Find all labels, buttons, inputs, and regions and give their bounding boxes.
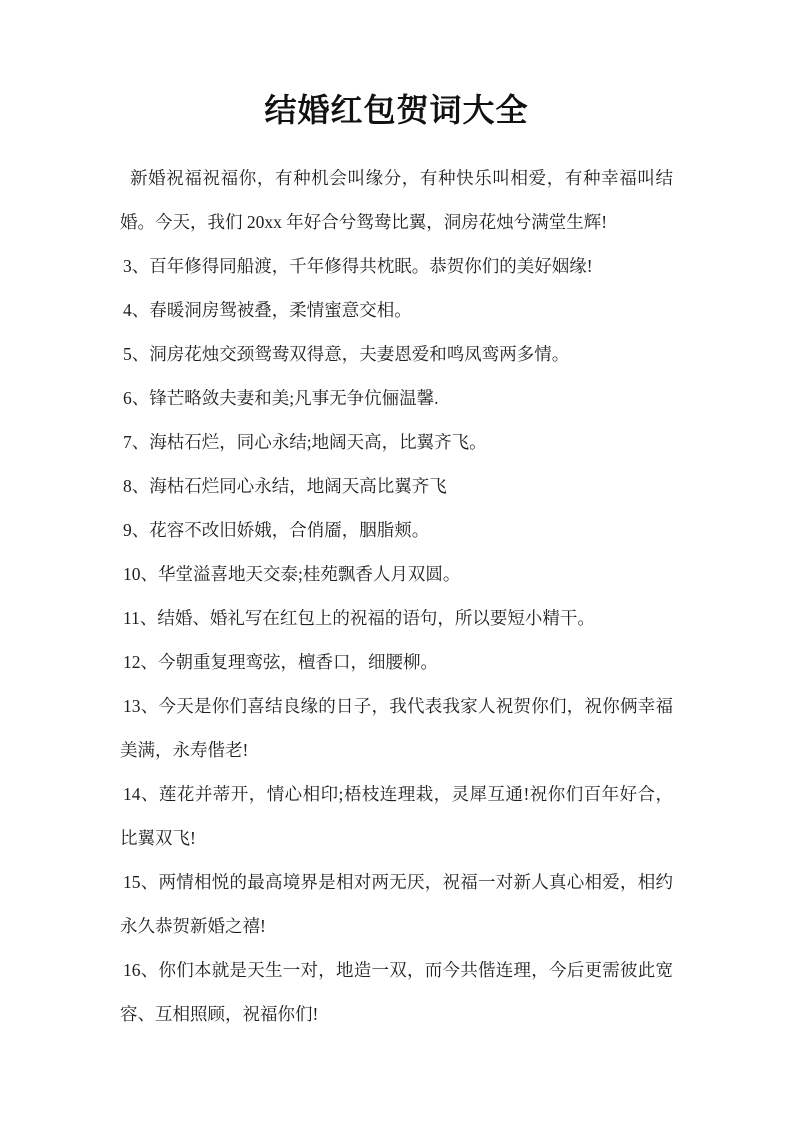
page-title: 结婚红包贺词大全 <box>264 92 529 128</box>
list-item-12: 12、今朝重复理鸾弦，檀香口，细腰柳。 <box>123 652 438 672</box>
list-item-10: 10、华堂溢喜地天交泰;桂苑飘香人月双圆。 <box>123 564 461 584</box>
list-item-9: 9、花容不改旧娇娥，合俏靥，胭脂颊。 <box>123 520 430 540</box>
intro-paragraph: 新婚祝福祝福你，有种机会叫缘分，有种快乐叫相爱，有种幸福叫结婚。今天，我们 20xx 年好合兮鸳鸯比翼，洞房花烛兮满堂生辉! <box>120 168 673 232</box>
list-item-5: 5、洞房花烛交颈鸳鸯双得意，夫妻恩爱和鸣凤鸾两多情。 <box>123 344 570 364</box>
list-item-6: 6、锋芒略敛夫妻和美;凡事无争伉俪温馨. <box>123 388 439 408</box>
list-item-11: 11、结婚、婚礼写在红包上的祝福的语句，所以要短小精干。 <box>123 608 595 628</box>
list-item-7: 7、海枯石烂，同心永结;地阔天高，比翼齐飞。 <box>123 432 487 452</box>
list-item-13: 13、今天是你们喜结良缘的日子，我代表我家人祝贺你们，祝你俩幸福美满，永寿偕老! <box>120 696 673 760</box>
list-item-15: 15、两情相悦的最高境界是相对两无厌，祝福一对新人真心相爱，相约永久恭贺新婚之禧! <box>120 872 673 936</box>
list-item-14: 14、莲花并蒂开，情心相印;梧枝连理栽，灵犀互通!祝你们百年好合，比翼双飞! <box>120 784 673 848</box>
list-item-3: 3、百年修得同船渡，千年修得共枕眠。恭贺你们的美好姻缘! <box>123 256 593 276</box>
list-item-4: 4、春暖洞房鸳被叠，柔情蜜意交相。 <box>123 300 412 320</box>
list-item-8: 8、海枯石烂同心永结，地阔天高比翼齐飞 <box>123 476 447 496</box>
list-item-16: 16、你们本就是天生一对，地造一双，而今共偕连理，今后更需彼此宽容、互相照顾，祝福你们! <box>120 960 673 1024</box>
